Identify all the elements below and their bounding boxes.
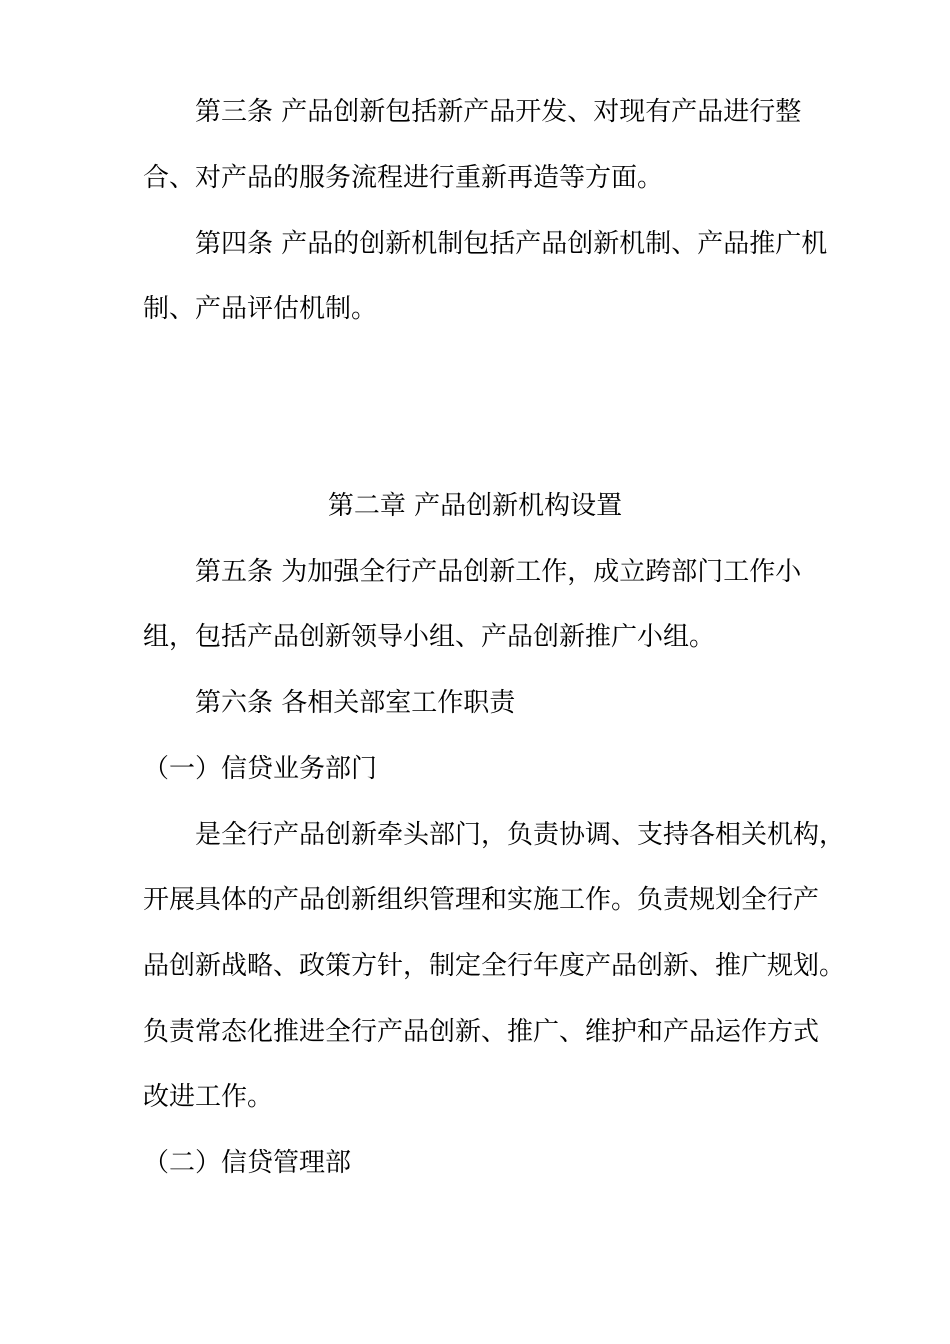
article-4-line-1: 第四条 产品的创新机制包括产品创新机制、产品推广机 <box>195 229 828 259</box>
section-1-line-5: 改进工作。 <box>143 1082 274 1112</box>
article-3-line-1: 第三条 产品创新包括新产品开发、对现有产品进行整 <box>195 97 802 127</box>
article-5-line-2: 组，包括产品创新领导小组、产品创新推广小组。 <box>143 622 716 652</box>
article-3-line-2: 合、对产品的服务流程进行重新再造等方面。 <box>143 163 664 193</box>
article-6-title: 第六条 各相关部室工作职责 <box>195 688 516 718</box>
section-1-line-1: 是全行产品创新牵头部门，负责协调、支持各相关机构， <box>195 820 846 850</box>
article-4-line-2: 制、产品评估机制。 <box>143 294 378 324</box>
chapter-2-title: 第二章 产品创新机构设置 <box>327 491 623 521</box>
section-1-line-4: 负责常态化推进全行产品创新、推广、维护和产品运作方式 <box>143 1017 820 1047</box>
article-5-line-1: 第五条 为加强全行产品创新工作，成立跨部门工作小 <box>195 557 802 587</box>
section-1-line-2: 开展具体的产品创新组织管理和实施工作。负责规划全行产 <box>143 885 820 915</box>
section-2-heading: （二）信贷管理部 <box>143 1148 352 1178</box>
section-1-heading: （一）信贷业务部门 <box>143 754 378 784</box>
section-1-line-3: 品创新战略、政策方针，制定全行年度产品创新、推广规划。 <box>143 951 846 981</box>
